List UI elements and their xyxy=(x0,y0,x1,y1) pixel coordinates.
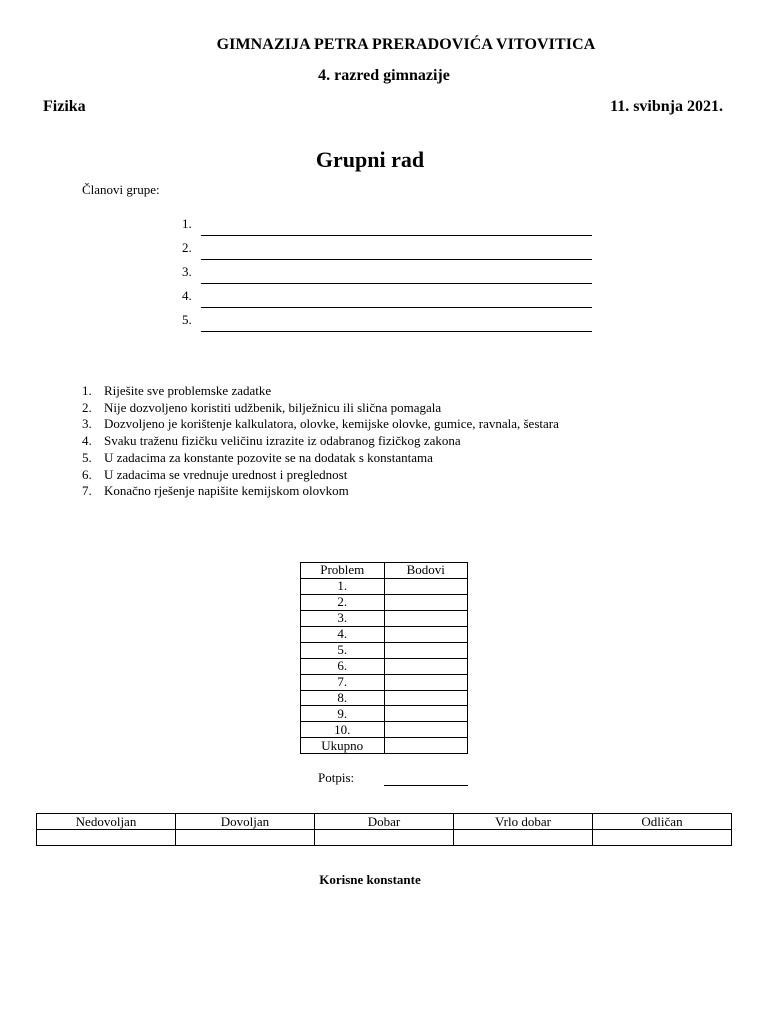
grade-cell[interactable] xyxy=(454,830,593,846)
constants-heading: Korisne konstante xyxy=(319,872,421,887)
table-row xyxy=(301,706,468,722)
grade-header-vrlo-dobar: Vrlo dobar xyxy=(454,814,593,830)
problem-number: 1. xyxy=(301,578,385,594)
points-cell[interactable] xyxy=(384,578,468,594)
school-name: GIMNAZIJA PETRA PRERADOVIĆA VITOVITICA xyxy=(216,36,596,53)
member-number: 3. xyxy=(182,264,192,279)
grade-header-nedovoljan: Nedovoljan xyxy=(37,814,176,830)
member-number: 1. xyxy=(182,216,192,231)
rule-number: 4. xyxy=(82,433,92,449)
rule-number: 3. xyxy=(82,416,92,432)
grade-header-odlican: Odličan xyxy=(593,814,732,830)
problem-number: 5. xyxy=(301,642,385,658)
problem-number: 10. xyxy=(301,722,385,738)
rule-number: 5. xyxy=(82,449,92,465)
grade-cell[interactable] xyxy=(176,830,315,846)
rule-item xyxy=(82,383,559,400)
problem-number: 4. xyxy=(301,626,385,642)
table-row xyxy=(301,658,468,674)
total-label: Ukupno xyxy=(301,738,385,754)
problem-number: 8. xyxy=(301,690,385,706)
points-header-row xyxy=(301,563,468,579)
rule-text: Nije dozvoljeno koristiti udžbenik, bilježnicu ili slična pomagala xyxy=(104,399,442,415)
points-column-header: Bodovi xyxy=(384,563,468,579)
rule-text: Konačno rješenje napišite kemijskom olovkom xyxy=(104,483,349,499)
rule-item xyxy=(82,433,559,450)
table-row xyxy=(301,722,468,738)
points-cell[interactable] xyxy=(384,610,468,626)
rule-text: Dozvoljeno je korištenje kalkulatora, olovke, kemijske olovke, gumice, ravnala, šestara xyxy=(104,416,559,432)
grade-cell[interactable] xyxy=(37,830,176,846)
grade-cell[interactable] xyxy=(593,830,732,846)
member-line-1[interactable] xyxy=(182,216,592,236)
signature-line[interactable] xyxy=(384,785,468,786)
grade-level: 4. razred gimnazije xyxy=(318,67,450,84)
total-row xyxy=(301,738,468,754)
rule-item xyxy=(82,467,559,484)
rule-item xyxy=(82,416,559,433)
rules-list xyxy=(82,383,559,500)
grades-table xyxy=(36,813,732,846)
member-line-5[interactable] xyxy=(182,312,592,332)
rule-text: Riješite sve problemske zadatke xyxy=(104,383,272,398)
problem-column-header: Problem xyxy=(301,563,385,579)
member-line-3[interactable] xyxy=(182,264,592,284)
member-blank xyxy=(201,235,592,236)
exam-date: 11. svibnja 2021. xyxy=(610,98,723,115)
member-number: 4. xyxy=(182,288,192,303)
member-blank xyxy=(201,259,592,260)
member-blank xyxy=(201,307,592,308)
problem-number: 2. xyxy=(301,594,385,610)
points-cell[interactable] xyxy=(384,706,468,722)
grade-header-dobar: Dobar xyxy=(315,814,454,830)
points-cell[interactable] xyxy=(384,642,468,658)
points-table xyxy=(300,562,468,754)
grade-header-dovoljan: Dovoljan xyxy=(176,814,315,830)
member-line-2[interactable] xyxy=(182,240,592,260)
document-title: Grupni rad xyxy=(315,147,425,172)
grade-cell[interactable] xyxy=(315,830,454,846)
table-row xyxy=(301,578,468,594)
grades-mark-row xyxy=(37,830,732,846)
signature-label: Potpis: xyxy=(318,770,355,785)
grades-header-row xyxy=(37,814,732,830)
table-row xyxy=(301,594,468,610)
rule-number: 6. xyxy=(82,466,92,482)
member-number: 2. xyxy=(182,240,192,255)
rule-number: 2. xyxy=(82,399,92,415)
points-cell[interactable] xyxy=(384,674,468,690)
problem-number: 7. xyxy=(301,674,385,690)
points-cell[interactable] xyxy=(384,626,468,642)
table-row xyxy=(301,610,468,626)
points-cell[interactable] xyxy=(384,594,468,610)
members-label: Članovi grupe: xyxy=(82,182,160,197)
member-blank xyxy=(201,331,592,332)
rule-text: Svaku traženu fizičku veličinu izrazite iz odabranog fizičkog zakona xyxy=(104,433,461,449)
problem-number: 9. xyxy=(301,706,385,722)
rule-item xyxy=(82,400,559,417)
member-blank xyxy=(201,283,592,284)
points-cell[interactable] xyxy=(384,658,468,674)
member-number: 5. xyxy=(182,312,192,327)
points-cell[interactable] xyxy=(384,690,468,706)
rule-text: U zadacima za konstante pozovite se na dodatak s konstantama xyxy=(104,449,433,465)
rule-item xyxy=(82,483,559,500)
member-line-4[interactable] xyxy=(182,288,592,308)
table-row xyxy=(301,674,468,690)
rule-number: 1. xyxy=(82,383,92,398)
total-points-cell[interactable] xyxy=(384,738,468,754)
subject: Fizika xyxy=(43,98,86,115)
problem-number: 3. xyxy=(301,610,385,626)
rule-item xyxy=(82,450,559,467)
points-cell[interactable] xyxy=(384,722,468,738)
table-row xyxy=(301,642,468,658)
problem-number: 6. xyxy=(301,658,385,674)
table-row xyxy=(301,626,468,642)
table-row xyxy=(301,690,468,706)
rule-number: 7. xyxy=(82,483,92,499)
rule-text: U zadacima se vrednuje urednost i preglednost xyxy=(104,466,348,482)
